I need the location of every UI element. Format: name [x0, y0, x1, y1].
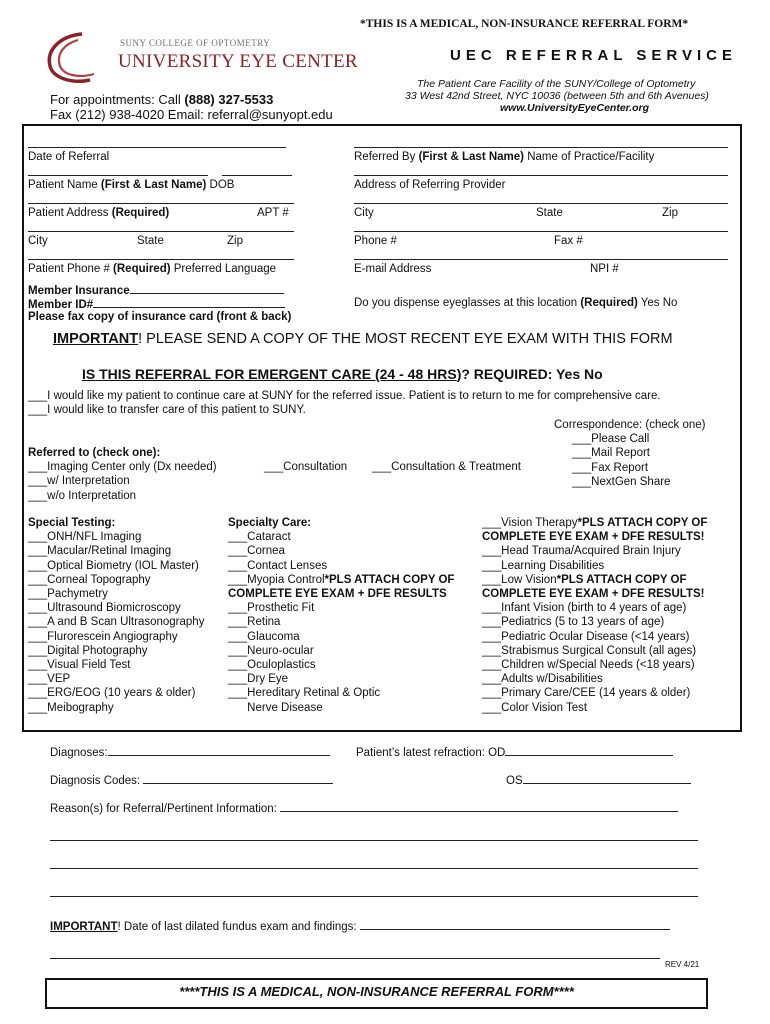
correspondence-title: Correspondence: (check one): [554, 419, 706, 431]
uec-logo: [42, 30, 358, 90]
correspondence-please-call[interactable]: ___Please Call: [572, 433, 650, 446]
dob-line[interactable]: [222, 175, 292, 176]
date-label: Date of Referral: [28, 151, 110, 163]
list-item[interactable]: ___Cataract: [228, 531, 291, 544]
os-row: [506, 772, 691, 788]
w-interpretation-option[interactable]: ___w/ Interpretation: [28, 475, 130, 488]
addr-a: Patient Address: [28, 207, 112, 219]
name-line[interactable]: [28, 175, 208, 176]
continue-care-option[interactable]: ___I would like my patient to continue care at SUNY for the referred issue. Patient is to return to me for comprehensive care.: [28, 390, 661, 402]
city-label: City: [28, 235, 48, 247]
diagnosis-codes-row: [50, 772, 333, 788]
os-field[interactable]: [523, 772, 691, 784]
list-item[interactable]: ___Dry Eye: [228, 673, 289, 686]
provider-phone-label: Phone #: [354, 235, 397, 247]
ref-b: (First & Last Name): [418, 151, 524, 163]
myopia-b: *PLS ATTACH COPY OF: [324, 573, 455, 586]
ref-c: Name of Practice/Facility: [524, 151, 655, 163]
important1-a: IMPORTANT: [53, 331, 139, 347]
list-item[interactable]: ___Neuro-ocular: [228, 644, 314, 657]
wo-interpretation-option[interactable]: ___w/o Interpretation: [28, 489, 137, 502]
list-item[interactable]: ___Head Trauma/Acquired Brain Injury: [482, 545, 681, 558]
list-item[interactable]: ___VEP: [28, 673, 71, 686]
other-services-list: [482, 516, 707, 715]
ref-a: Referred By: [354, 151, 419, 163]
reason-line-3[interactable]: [50, 868, 698, 869]
vision-therapy-option[interactable]: [482, 516, 707, 530]
codes-label: Diagnosis Codes:: [50, 775, 144, 787]
imp2-b: ! Date of last dilated fundus exam and findings:: [117, 921, 360, 933]
myopia-attach-note: COMPLETE EYE EXAM + DFE RESULTS: [228, 588, 447, 601]
od-field[interactable]: [505, 744, 673, 756]
disp-c: Yes No: [637, 297, 678, 309]
list-item[interactable]: ___Infant Vision (birth to 4 years of age): [482, 602, 687, 615]
logo-small-text: SUNY COLLEGE OF OPTOMETRY: [120, 38, 271, 48]
correspondence-group: [554, 418, 706, 489]
transfer-care-option[interactable]: ___I would like to transfer care of this patient to SUNY.: [28, 404, 306, 416]
address-line[interactable]: [28, 203, 294, 204]
list-item[interactable]: ___Glaucoma: [228, 630, 300, 643]
ins2-text: Member ID#: [28, 299, 94, 311]
list-item[interactable]: ___Retina: [228, 616, 281, 629]
state-label: State: [137, 235, 164, 247]
fax-email-line: Fax (212) 938-4020 Email: referral@sunyopt.edu: [50, 107, 333, 122]
list-item[interactable]: ___Macular/Retinal Imaging: [28, 545, 172, 558]
imp2-a: IMPORTANT: [50, 921, 118, 933]
list-item[interactable]: ___Pediatric Ocular Disease (<14 years): [482, 630, 690, 643]
npi-label: NPI #: [590, 263, 619, 275]
list-item[interactable]: ___Strabismus Surgical Consult (all ages): [482, 644, 697, 657]
apt-label: APT #: [257, 207, 289, 219]
provider-city-line[interactable]: [354, 203, 728, 204]
footer-text: ****THIS IS A MEDICAL, NON-INSURANCE REFERRAL FORM****: [179, 984, 574, 999]
referred-to-group: [28, 446, 217, 503]
low-vision-option[interactable]: [482, 573, 707, 587]
referred-by-label: [354, 150, 654, 164]
vt-attach-note: COMPLETE EYE EXAM + DFE RESULTS!: [482, 531, 705, 544]
provider-city-label: City: [354, 207, 374, 219]
correspondence-fax-report[interactable]: ___Fax Report: [572, 461, 649, 474]
specialty-care-list: [228, 516, 454, 715]
provider-address-label: Address of Referring Provider: [354, 179, 506, 191]
diagnoses-row: [50, 744, 330, 760]
provider-email-line[interactable]: [354, 259, 728, 260]
list-item[interactable]: ___Meibography: [28, 701, 114, 714]
insurance-field[interactable]: [130, 282, 284, 294]
important-exam-notice: [53, 331, 673, 347]
addr-b: (Required): [111, 207, 170, 219]
phone-line[interactable]: [28, 259, 294, 260]
list-item[interactable]: ___Digital Photography: [28, 644, 148, 657]
list-item[interactable]: ___Prosthetic Fit: [228, 602, 315, 615]
list-item[interactable]: ___Color Vision Test: [482, 701, 588, 714]
top-banner: *THIS IS A MEDICAL, NON-INSURANCE REFERRAL FORM*: [360, 18, 689, 30]
emergent-care-question: [82, 366, 603, 382]
list-item[interactable]: ___Optical Biometry (IOL Master): [28, 559, 199, 572]
disp-b: (Required): [580, 297, 638, 309]
list-item[interactable]: ___Adults w/Disabilities: [482, 673, 603, 686]
referred-to-title: Referred to (check one):: [28, 447, 161, 459]
lv-b: *PLS ATTACH COPY OF: [556, 573, 687, 586]
appointment-line: [50, 92, 273, 107]
list-item[interactable]: ___Pachymetry: [28, 588, 108, 601]
dilated-exam-field[interactable]: [360, 918, 670, 930]
vt-a: ___Vision Therapy: [482, 517, 578, 529]
list-item: Nerve Disease: [228, 701, 323, 714]
patient-phone-label: [28, 262, 276, 276]
dispense-eyeglasses-question: [354, 296, 677, 310]
refraction-label: Patient’s latest refraction: OD: [356, 747, 506, 759]
specialty-care-title: Specialty Care:: [228, 517, 312, 529]
facility-web: www.UniversityEyeCenter.org: [500, 102, 649, 114]
phone-a: Patient Phone #: [28, 263, 114, 275]
list-item[interactable]: ___A and B Scan Ultrasonography: [28, 616, 205, 629]
appt-label: For appointments: Call: [50, 92, 185, 107]
list-item[interactable]: ___Children w/Special Needs (<18 years): [482, 659, 695, 672]
dilated-exam-row: [50, 918, 670, 934]
vt-b: *PLS ATTACH COPY OF: [577, 517, 708, 529]
consultation-option[interactable]: ___Consultation: [264, 461, 348, 473]
emergent-a: IS THIS REFERRAL FOR EMERGENT CARE (24 - 48 HRS: [82, 366, 457, 382]
provider-address-line[interactable]: [354, 175, 728, 176]
reason-field[interactable]: [280, 800, 678, 812]
fax-insurance-note: Please fax copy of insurance card (front & back): [28, 311, 292, 323]
appt-phone: (888) 327-5533: [184, 92, 274, 107]
zip-label: Zip: [227, 235, 243, 247]
referred-by-line[interactable]: [354, 147, 728, 148]
lv-a: ___Low Vision: [482, 573, 557, 586]
provider-phone-line[interactable]: [354, 231, 728, 232]
emergent-b: )? REQUIRED: Yes No: [456, 366, 603, 382]
provider-email-label: E-mail Address: [354, 263, 432, 275]
refraction-row: [356, 744, 673, 760]
lv-attach-note: COMPLETE EYE EXAM + DFE RESULTS!: [482, 588, 705, 601]
list-item[interactable]: ___ONH/NFL Imaging: [28, 531, 142, 544]
logo-big-text: UNIVERSITY EYE CENTER: [118, 51, 358, 72]
date-line[interactable]: [28, 147, 286, 148]
list-item[interactable]: ___Flurorescein Angiography: [28, 630, 178, 643]
reason-line-4[interactable]: [50, 896, 698, 897]
correspondence-nextgen-share[interactable]: ___NextGen Share: [572, 475, 671, 488]
myopia-a: ___Myopia Control: [228, 573, 325, 586]
patient-name-label: [28, 178, 234, 192]
service-title: UEC REFERRAL SERVICE: [450, 47, 737, 64]
imaging-center-option[interactable]: ___Imaging Center only (Dx needed): [28, 461, 217, 474]
provider-state-label: State: [536, 207, 563, 219]
facility-line1: The Patient Care Facility of the SUNY/College of Optometry: [417, 78, 696, 90]
list-item[interactable]: ___Ultrasound Biomicroscopy: [28, 602, 181, 615]
member-id-field[interactable]: [93, 296, 285, 308]
special-testing-list: [28, 516, 204, 715]
list-item[interactable]: ___Visual Field Test: [28, 659, 131, 672]
os-label: OS: [506, 775, 523, 787]
reason-row: [50, 800, 678, 816]
consultation-treatment-option[interactable]: ___Consultation & Treatment: [372, 461, 521, 473]
provider-zip-label: Zip: [662, 207, 678, 219]
list-item[interactable]: ___Oculoplastics: [228, 659, 316, 672]
reason-label: Reason(s) for Referral/Pertinent Information:: [50, 803, 281, 815]
phone-c: Preferred Language: [170, 263, 277, 275]
logo-swoosh-icon: [42, 30, 122, 86]
facility-line2: 33 West 42nd Street, NYC 10036 (between 5th and 6th Avenues): [405, 90, 709, 102]
name-c: DOB: [206, 179, 235, 191]
list-item[interactable]: ___Learning Disabilities: [482, 559, 605, 572]
disp-a: Do you dispense eyeglasses at this location: [354, 297, 581, 309]
provider-fax-label: Fax #: [554, 235, 583, 247]
list-item[interactable]: ___Primary Care/CEE (14 years & older): [482, 687, 691, 700]
ins1-text: Member Insurance: [28, 285, 130, 297]
name-b: (First & Last Name): [100, 179, 207, 191]
name-a: Patient Name: [28, 179, 101, 191]
codes-field[interactable]: [143, 772, 333, 784]
list-item[interactable]: ___ERG/EOG (10 years & older): [28, 687, 196, 700]
dilated-exam-line-2[interactable]: [50, 958, 660, 959]
myopia-control-option[interactable]: [228, 573, 454, 587]
diagnoses-field[interactable]: [108, 744, 330, 756]
phone-b: (Required): [113, 263, 171, 275]
list-item[interactable]: ___Hereditary Retinal & Optic: [228, 687, 381, 700]
diagnoses-label: Diagnoses:: [50, 747, 108, 759]
reason-line-2[interactable]: [50, 840, 698, 841]
correspondence-mail-report[interactable]: ___Mail Report: [572, 447, 650, 460]
revision-label: REV 4/21: [665, 960, 700, 969]
special-testing-title: Special Testing:: [28, 517, 116, 529]
list-item[interactable]: ___Cornea: [228, 545, 285, 558]
city-line[interactable]: [28, 231, 294, 232]
list-item[interactable]: ___Corneal Topography: [28, 573, 151, 586]
patient-address-label: [28, 206, 169, 220]
list-item[interactable]: ___Contact Lenses: [228, 559, 328, 572]
important1-b: ! PLEASE SEND A COPY OF THE MOST RECENT EYE EXAM WITH THIS FORM: [138, 331, 673, 347]
list-item[interactable]: ___Pediatrics (5 to 13 years of age): [482, 616, 665, 629]
